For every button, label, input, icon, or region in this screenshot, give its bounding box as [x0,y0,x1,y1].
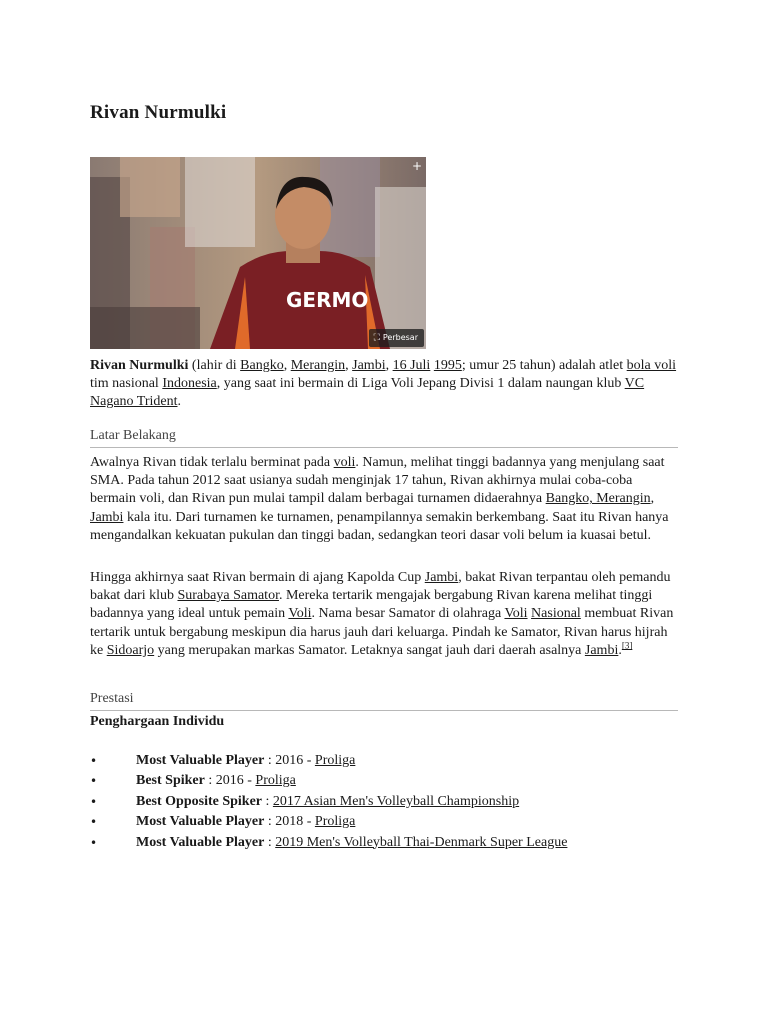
link-bangko[interactable]: Bangko [240,358,284,373]
intro-text: tim nasional [90,376,163,392]
background-paragraph-1 [90,454,680,545]
intro-text: . [177,394,181,410]
enlarge-label: Perbesar [382,333,418,342]
list-item [90,771,567,791]
background-paragraph-2 [90,569,680,660]
award-detail: 2016 - [215,773,256,789]
paragraph-text: Hingga akhirnya saat Rivan bermain di ajang Kapolda Cup [90,570,425,585]
award-separator: : [204,773,216,789]
paragraph-text: . [618,642,622,658]
link-voli[interactable]: Voli [504,606,528,622]
award-name: Best Spiker [136,773,205,789]
paragraph-text: . Nama besar Samator di olahraga [311,606,505,622]
intro-text: , yang saat ini bermain di Liga Voli Jepang Divisi 1 dalam naungan klub [216,376,625,392]
link-merangin[interactable]: Merangin [290,358,346,373]
paragraph-text: membuat Rivan tertarik untuk bergabung meskipun dia harus jauh dari keluarga. Pindah ke Samator, Rivan harus hijrah ke [90,606,674,658]
intro-text: , [283,358,291,373]
award-separator: : [262,793,273,809]
intro-text: (lahir di [188,358,241,373]
link-jambi[interactable]: Jambi [584,642,619,658]
expand-icon: ⛶ [373,333,380,343]
bullet-icon: • [90,794,98,809]
link-sidoarjo[interactable]: Sidoarjo [106,642,155,658]
link-indonesia[interactable]: Indonesia [162,376,217,392]
list-item [90,812,567,832]
section-heading-prestasi: Prestasi [90,690,678,711]
award-detail: 2016 - [275,753,315,768]
intro-text: , [345,358,353,373]
list-item [90,833,567,853]
list-item [90,751,567,771]
bullet-icon: • [90,754,98,768]
paragraph-text: , bakat Rivan terpantau oleh pemandu bakat dari klub [90,570,671,604]
link-jambi[interactable]: Jambi [90,509,124,525]
award-link[interactable]: 2019 Men's Volleyball Thai-Denmark Super League [275,834,568,850]
intro-name: Rivan Nurmulki [90,358,189,373]
award-link[interactable]: Proliga [314,753,356,768]
paragraph-text: yang merupakan markas Samator. Letaknya sangat jauh dari daerah asalnya [154,642,585,658]
reference-link[interactable]: [3] [621,640,633,651]
link-voli[interactable]: Voli [288,606,312,622]
link-jambi[interactable]: Jambi [424,570,459,585]
paragraph-text: Awalnya Rivan tidak terlalu berminat pada [90,455,334,470]
award-detail: 2018 - [275,814,315,830]
award-separator: : [264,814,276,830]
jersey-text: GERMO [286,288,369,312]
paragraph-text: . Mereka tertarik mengajak bergabung Rivan karena melihat tinggi badannya yang ideal untuk pemain [90,588,653,622]
award-separator: : [264,753,276,768]
award-name: Most Valuable Player [136,834,265,850]
link-surabaya-samator[interactable]: Surabaya Samator [177,588,279,604]
link-bangko-merangin[interactable]: Bangko, Merangin [545,491,651,507]
link-bola-voli[interactable]: bola voli [626,358,677,373]
paragraph-text: , [650,491,655,507]
bullet-icon: • [90,774,98,789]
intro-text: ; umur 25 tahun) adalah atlet [461,358,627,373]
award-link[interactable]: Proliga [314,814,356,830]
paragraph-text: kala itu. Dari turnamen ke turnamen, penampilannya semakin berkembang. Saat itu Rivan hanya mengandalkan kekuatan pukulan dan tinggi badan, sedangkan teori dasar voli belum ia kuasai betul. [90,509,669,543]
award-name: Most Valuable Player [136,814,265,830]
link-jambi[interactable]: Jambi [352,358,386,373]
link-club[interactable]: VC Nagano Trident [90,376,645,410]
bullet-icon: • [90,815,98,830]
award-link[interactable]: 2017 Asian Men's Volleyball Championship [272,793,520,809]
page-title: Rivan Nurmulki [90,102,227,123]
link-nasional[interactable]: Nasional [531,606,581,622]
list-item [90,792,567,812]
award-separator: : [264,834,276,850]
bullet-icon: • [90,835,98,850]
section-heading-latar-belakang: Latar Belakang [90,427,678,448]
paragraph-text: . Namun, melihat tinggi badannya yang menjulang saat SMA. Pada tahun 2012 saat usianya sudah menginjak 17 tahun, Rivan akhirnya mulai coba-coba bermain voli, dan Rivan pun mulai tampil dalam berbagai turnamen didaerahnya [90,455,665,507]
intro-text: , [385,358,393,373]
award-name: Most Valuable Player [136,753,265,768]
link-birth-year[interactable]: 1995 [433,358,462,373]
plus-icon[interactable]: + [411,159,423,173]
player-photo-illustration [90,157,426,349]
award-name: Best Opposite Spiker [136,793,263,809]
link-birth-date[interactable]: 16 Juli [392,358,431,373]
link-voli[interactable]: voli [333,455,356,470]
awards-list [90,751,567,853]
enlarge-button[interactable] [369,329,424,347]
award-link[interactable]: Proliga [255,773,296,789]
intro-paragraph [90,357,680,412]
player-photo[interactable] [90,157,426,349]
subheading-individual-awards: Penghargaan Individu [90,714,225,729]
